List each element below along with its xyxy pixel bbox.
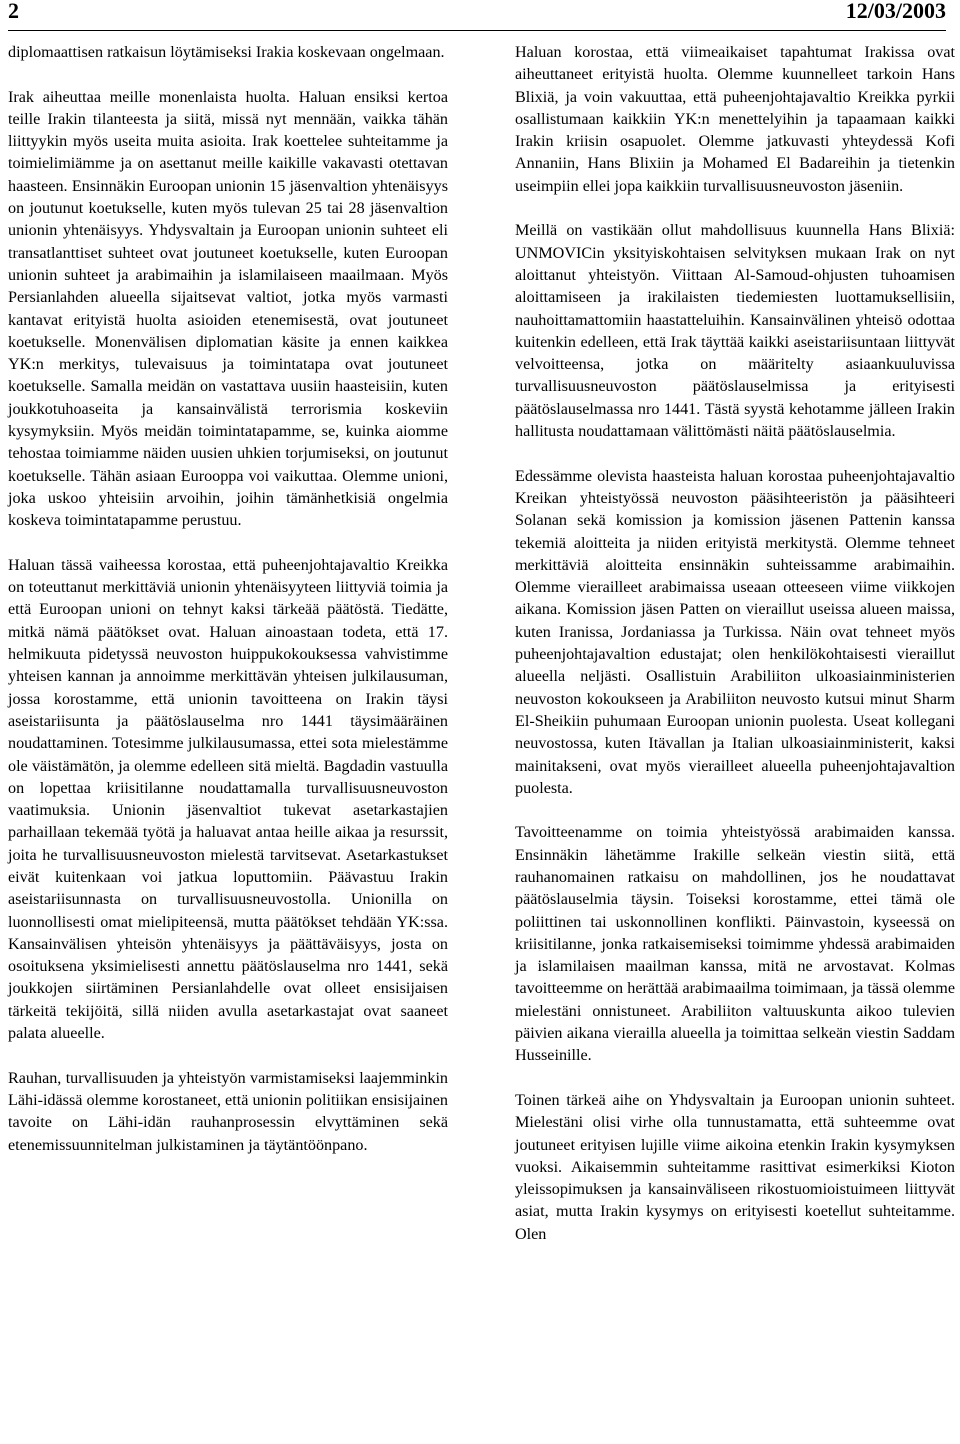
paragraph: Irak aiheuttaa meille monenlaista huolta. Haluan ensiksi kertoa teille Irakin tilanteesta ja siitä, missä nyt mennään, vaikka tähän liittyykin myös useita muita asioita. Irak koettelee suhteitamme ja toimielimiämme ja on asettanut meille kaikille vakavasti otettavan haasteen. Ensinnäkin Euroopan unionin 15 jäsenvaltion yhtenäisyys on joutunut koetukselle, kuten myös tulevan 25 tai 28 jäsenvaltion unionin yhtenäisyys. Yhdysvaltain ja Euroopan unionin suhteet eli transatlanttiset suhteet ovat joutuneet koetukselle, kuten Euroopan unionin suhteet ja arabimaihin ja islamilaiseen maailmaan. Myös Persianlahden alueella sijaitsevat valtiot, jotka myös varmasti kantavat erityistä huolta asioiden etenemisestä, ovat joutuneet koetukselle. Monenvälisen diplomatian käsite ja ennen kaikkea YK:n merkitys, tulevaisuus ja toimintatapa ovat joutuneet koetukselle. Samalla meidän on vastattava uusiin haasteisiin, kuten joukkotuhoaseita ja kansainvälistä terrorismia koskeviin kysymyksiin. Myös meidän toimintatapamme, se, kuinka aiomme tehostaa toimiamme näiden uusien uhkien torjumiseksi, on joutunut koetukselle. Tähän asiaan Eurooppa voi vaikuttaa. Olemme unioni, joka uskoo yhteisiin arvoihin, joihin tämänhetkisiä ongelmia koskeva toimintatapamme perustuu. [8,88,448,530]
paragraph: Haluan korostaa, että viimeaikaiset tapahtumat Irakissa ovat aiheuttaneet erityistä huolta. Olemme kuunnelleet tarkoin Hans Blixiä, ja voin vakuuttaa, että puheenjohtajavaltio Kreikka pyrkii osallistumaan kaikkiin YK:n menettelyihin ja tapaamaan kaikki Irakin kriisin osapuolet. Olemme jatkuvasti yhteydessä Kofi Annaniin, Hans Blixiin ja Mohamed El Badareihin ja tietenkin useimpiin ellei jopa kaikkiin turvallisuusneuvoston jäseniin. [515,44,955,195]
paragraph: Edessämme olevista haasteista haluan korostaa puheenjohtajavaltio Kreikan yhteistyössä neuvoston pääsihteeristön ja pääsihteeri Solanan sekä komission ja komission jäsenen Pattenin kanssa tekemiä aloitteita ja niiden erityistä merkitystä. Olemme tehneet merkittäviä aloitteita ensinnäkin suhteissamme arabimaihin. Olemme vierailleet arabimaissa useaan otteeseen viime viikkojen aikana. Komission jäsen Patten on vieraillut useissa alueen maissa, kuten Iranissa, Jordaniassa ja Turkissa. Näin ovat tehneet myös puheenjohtajavaltion edustajat; olen henkilökohtaisesti vieraillut alueella neljästi. Osallistuin Arabiliiton ulkoasiainministerien neuvoston kokoukseen ja Arabiliiton neuvosto kutsui minut Sharm El-Sheikiin puhumaan Euroopan unionin puolesta. Useat kollegani neuvostossa, kuten Itävallan ja Italian ulkoasiainministerit, kaksi mainitakseni, ovat myös vierailleet alueella puheenjohtajavaltion puolesta. [515,467,955,797]
paragraph: Haluan tässä vaiheessa korostaa, että puheenjohtajavaltio Kreikka on toteuttanut merkittäviä unionin yhtenäisyyteen liittyviä toimia ja että Euroopan unioni on tehnyt kaksi tärkeää päätöstä. Tiedätte, mitkä nämä päätökset ovat. Haluan ainoastaan todeta, että 17. helmikuuta pidetyssä neuvoston huippukokouksessa vahvistimme yhteisen kannan ja annoimme merkittävän yhteisen julkilausuman, jossa korostamme, että unionin tavoitteena on Irakin täysi aseistariisunta ja päätöslauselma nro 1441 täysimääräinen noudattaminen. Totesimme julkilausumassa, ettei sota mielestämme ole väistämätön, ja olemme edelleen sitä mieltä. Bagdadin vastuulla on lopettaa kriisitilanne noudattamalla turvallisuusneuvoston vaatimuksia. Unionin jäsenvaltiot tukevat asetarkastajien parhaillaan tekemää työtä ja haluavat antaa heille aikaa ja resurssit, joita he turvallisuusneuvoston mielestä tarvitsevat. Asetarkastukset eivät kuitenkaan voi jatkua loputtomiin. Päävastuu Irakin aseistariisunnasta on turvallisuusneuvostolla. Unionilla on luonnollisesti omat mielipiteensä, mutta päätökset tehdään YK:ssa. Kansainvälisen yhteisön yhtenäisyys ja päättäväisyys, josta on osoituksena yksimielisesti annettu päätöslauselma nro 1441, sekä joukkojen siirtäminen Persianlahdelle ovat olleet ensisijaisen tärkeitä tekijöitä, sillä niiden avulla asetarkastajat ovat saaneet palata alueelle. [8,556,448,1043]
page-header [8,0,946,31]
paragraph: Toinen tärkeä aihe on Yhdysvaltain ja Euroopan unionin suhteet. Mielestäni olisi virhe olla tunnustamatta, että suhteemme ovat joutuneet erityisen lujille viime aikoina etenkin Irakin kysymyksen vuoksi. Aikaisemmin suhteitamme rasittivat esimerkiksi Kioton yleissopimuksen ja kansainväliseen rikostuomioistuimeen liittyvät asiat, mutta Irakin kysymys on erityisesti koetellut suhteitamme. Olen [515,1091,955,1243]
page-number: 2 [8,0,19,23]
paragraph: Meillä on vastikään ollut mahdollisuus kuunnella Hans Blixiä: UNMOVICin yksityiskohtaisen selvityksen mukaan Irak on nyt aloittanut yhteistyön. Viittaan Al-Samoud-ohjusten tuhoamisen aloittamiseen ja irakilaisten tiedemiesten luottamuksellisiin, nauhoittamattomiin haastatteluihin. Kansainvälinen yhteisö odottaa kuitenkin edelleen, että Irak täyttää kaikki aseistariisuntaan liittyvät velvoitteensa, jotka on määritelty asiaankuuluvissa turvallisuusneuvoston päätöslauselmissa ja erityisesti päätöslauselmassa nro 1441. Tästä syystä kehotamme jälleen Irakin hallitusta noudattamaan välittömästi näitä päätöslauselmia. [515,222,955,441]
paragraph: Rauhan, turvallisuuden ja yhteistyön varmistamiseksi laajemminkin Lähi-idässä olemme korostaneet, että unionin politiikan ensisijainen tavoite on Lähi-idän rauhanprosessin elvyttäminen sekä etenemissuunnitelman julkistaminen ja täytäntöönpano. [8,1069,448,1154]
paragraph: diplomaattisen ratkaisun löytämiseksi Irakia koskevaan ongelmaan. [8,44,445,61]
paragraph: Tavoitteenamme on toimia yhteistyössä arabimaiden kanssa. Ensinnäkin lähetämme Irakille selkeän viestin siitä, että rauhanomainen ratkaisu on mahdollinen, jos he noudattavat päätöslauselmia täysin. Toiseksi korostamme, ettei tämä ole poliittinen tai uskonnollinen konflikti. Päinvastoin, kyseessä on kriisitilanne, jonka ratkaisemiseksi toimimme yhdessä arabimaiden ja islamilaisen maailman kanssa, mitä ne arvostavat. Kolmas tavoitteemme on herättää arabimaailma toimimaan, ja tässä olemme mielestäni onnistuneet. Arabiliiton valtuuskunta aikoo tulevien päivien aikana vierailla alueella ja toimittaa selkeän viestin Saddam Husseinille. [515,824,955,1065]
document-date: 12/03/2003 [845,0,946,23]
left-column [8,42,448,1157]
right-column [515,42,955,1246]
